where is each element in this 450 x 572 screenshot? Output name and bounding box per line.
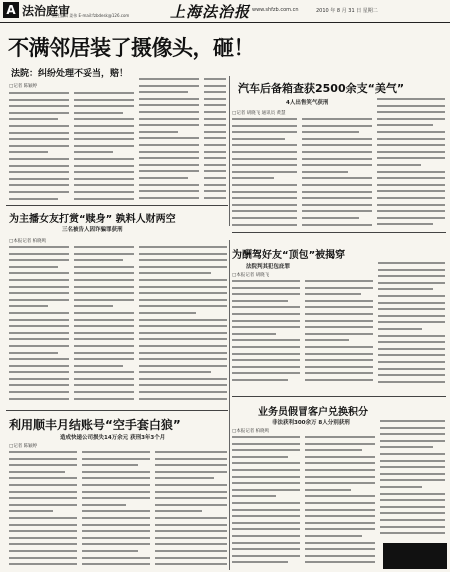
article-body: [232, 436, 300, 568]
article-body: [204, 78, 226, 202]
website: www.shfzb.com.cn: [252, 7, 299, 13]
article-body: [74, 92, 134, 202]
headline-cover-up: 为酬驾好友“顶包”被揭穿: [232, 250, 346, 261]
article-body: [305, 436, 375, 568]
article-body: [9, 92, 69, 202]
subheadline-cover-up: 法院判其犯包庇罪: [246, 264, 291, 270]
article-body: [305, 280, 373, 388]
contact-box: [383, 543, 447, 569]
subheadline-laughing-gas: 4人出售笑气获刑: [286, 100, 329, 106]
article-body: [155, 451, 227, 569]
article-body: [232, 280, 300, 388]
issue-date: 2010 年 8 月 31 日 星期二: [316, 8, 378, 14]
divider: [232, 232, 446, 233]
article-body: [232, 118, 297, 228]
article-body: [302, 118, 372, 228]
lead-headline: 不满邻居装了摄像头，砸！: [8, 36, 254, 60]
byline-points: □本报记者 柏晓鸣: [232, 429, 270, 434]
paper-logo: 上海法治报: [170, 3, 251, 21]
byline-cover-up: □本报记者 胡晓飞: [232, 273, 270, 278]
article-body: [74, 246, 134, 404]
article-body: [82, 451, 150, 569]
section-badge: A: [3, 2, 19, 18]
article-body: [377, 98, 445, 228]
divider: [232, 396, 446, 397]
column-rule: [229, 240, 230, 570]
section-name: 法治庭审: [22, 4, 71, 18]
subheadline-streamer: 三名被告人因诈骗罪获刑: [62, 227, 123, 233]
byline-streamer: □本报记者 柏晓鸣: [9, 239, 47, 244]
divider: [6, 205, 228, 206]
article-body: [139, 78, 199, 202]
headline-points: 业务员假冒客户兑换积分: [258, 407, 368, 418]
byline-laughing-gas: □记者 胡晓飞 通讯员 黄慧: [232, 111, 286, 116]
column-rule: [229, 76, 230, 226]
headline-sf-express: 利用顺丰月结账号“空手套白狼”: [9, 418, 181, 432]
subheadline-points: 非法获利300余万 8人分别获刑: [272, 420, 350, 426]
article-body: [139, 246, 227, 404]
masthead: [0, 0, 450, 23]
article-body: [380, 420, 445, 540]
headline-streamer: 为主播女友打赏“赎身” 孰料人财两空: [9, 214, 176, 225]
article-body: [9, 451, 77, 569]
subheadline-sf-express: 造成快递公司损失14万余元 获刑3年3个月: [60, 435, 166, 441]
headline-laughing-gas: 汽车后备箱查获2500余支“美气”: [238, 82, 405, 95]
editor-info: 责任编辑 姜伟 E-mail:fzbdesk@126.com: [52, 13, 130, 18]
byline-sf-express: □记者 陈颖婷: [9, 444, 38, 449]
lead-byline: □记者 陈颖婷: [9, 84, 38, 89]
article-body: [378, 262, 445, 388]
article-body: [9, 246, 69, 404]
divider: [6, 410, 228, 411]
lead-subheadline: 法院：纠纷处理不妥当，赔！: [11, 69, 129, 79]
